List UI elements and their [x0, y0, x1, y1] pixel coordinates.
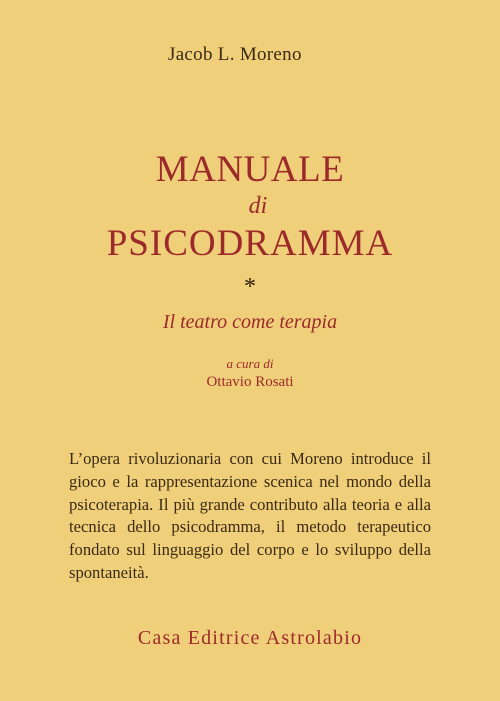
asterisk-ornament-icon: * [244, 274, 256, 300]
cover-blurb: L’opera rivoluzionaria con cui Moreno introduce il gioco e la rappresentazione scenica nel mondo della psicoterapia. Il più grande contributo alla teoria e alla tecnica dello psicodramma, il metodo terapeutico fondato sul linguaggio del corpo e lo sviluppo della spontaneità. [69, 449, 431, 582]
publisher-name: Casa Editrice Astrolabio [137, 627, 363, 649]
title-line-di: di [248, 193, 268, 219]
title-line-manuale: MANUALE [155, 149, 345, 190]
editor-label: a cura di [226, 356, 274, 371]
subtitle: Il teatro come terapia [162, 311, 338, 333]
title-line-psicodramma: PSICODRAMMA [106, 223, 394, 264]
editor-name: Ottavio Rosati [206, 374, 294, 390]
author-name: Jacob L. Moreno [168, 44, 302, 65]
